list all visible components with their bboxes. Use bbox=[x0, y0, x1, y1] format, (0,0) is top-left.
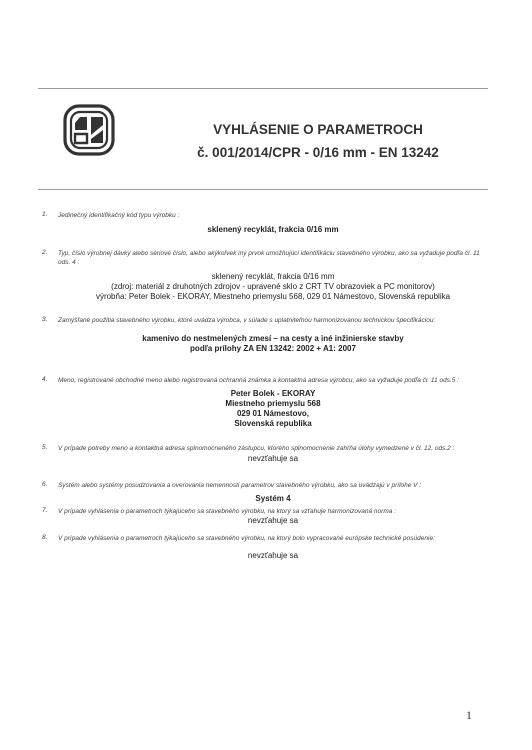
page-number: 1 bbox=[466, 708, 472, 722]
item-answer: podľa prílohy ZA EN 13242: 2002 + A1: 2007 bbox=[190, 344, 356, 353]
item-question: V prípade potreby meno a kontaktná adresa splnomocneného zástupcu, ktorého splnomocnenie zahŕňa úlohy vymedzené v čl. 12, ods.2 : bbox=[58, 445, 455, 452]
list-item bbox=[42, 316, 488, 354]
item-answer: kamenivo do nestmelených zmesí – na cesty a iné inžinierske stavby bbox=[142, 334, 404, 343]
item-answer: 029 01 Námestovo, bbox=[236, 409, 310, 418]
company-logo-icon bbox=[62, 103, 116, 157]
item-answer: výrobňa: Peter Bolek - EKORAY, Miestneho priemyslu 568, 029 01 Námestovo, Slovenská republika bbox=[95, 292, 451, 301]
item-question: Meno, registrované obchodné meno alebo registrovaná ochranná známka a kontaktná adresa výrobcu, ako sa vyžaduje podľa čl. 11 ods.5 : bbox=[58, 377, 459, 384]
header-box bbox=[38, 88, 488, 190]
item-question: Zamýšľané použitia stavebného výrobku, ktoré uvádza výrobca, v súlade s uplatniteľnou harmonizovanou technickou špecifikáciou: bbox=[58, 317, 436, 324]
list-item bbox=[42, 481, 488, 504]
list-item bbox=[42, 444, 488, 464]
item-answer: Systém 4 bbox=[255, 494, 291, 503]
item-answer: Miestneho priemyslu 568 bbox=[225, 399, 321, 408]
document-number: č. 001/2014/CPR - 0/16 mm - EN 13242 bbox=[197, 145, 439, 160]
item-answer: Slovenská republika bbox=[234, 419, 312, 428]
item-number: 7. bbox=[42, 507, 48, 514]
item-number: 6. bbox=[42, 481, 48, 488]
item-answer: nevzťahuje sa bbox=[247, 551, 299, 560]
item-answer: sklenený recyklát, frakcia 0/16 mm bbox=[207, 225, 339, 234]
list-item bbox=[42, 211, 488, 235]
item-question: Systém alebo systémy posudzovania a overovania nemennosti parametrov stavebného výrobku, ako sa uvádzajú v prílohe V : bbox=[58, 482, 422, 489]
item-number: 4. bbox=[42, 376, 48, 383]
list-item bbox=[42, 534, 488, 561]
item-number: 1. bbox=[42, 211, 48, 218]
list-item bbox=[42, 249, 488, 302]
document-title: VYHLÁSENIE O PARAMETROCH bbox=[213, 122, 423, 137]
item-question: V prípade vyhlásenia o parametroch týkajúceho sa stavebného výrobku, na ktorý sa vzťahuje harmonizovaná norma : bbox=[58, 508, 396, 515]
list-item bbox=[42, 507, 488, 526]
item-number: 8. bbox=[42, 534, 48, 541]
item-answer: nevzťahuje sa bbox=[247, 516, 299, 525]
item-answer: (zdroj: materiál z druhotných zdrojov - upravené sklo z CRT TV obrazoviek a PC monitorov) bbox=[111, 282, 435, 291]
item-question: Jedinečný identifikačný kód typu výrobku : bbox=[58, 212, 180, 219]
item-number: 2. bbox=[42, 249, 48, 256]
item-question: Typ, číslo výrobnej dávky alebo sériové číslo, alebo akýkoľvek iný prvok umožňujúci identifikáciu stavebného výrobku, ako sa vyžaduje podľa čl. 11 ods. 4 : bbox=[58, 250, 480, 266]
item-number: 5. bbox=[42, 444, 48, 451]
item-number: 3. bbox=[42, 316, 48, 323]
list-item bbox=[42, 376, 488, 429]
item-answer: Peter Bolek - EKORAY bbox=[230, 389, 316, 398]
item-answer: sklenený recyklát, frakcia 0/16 mm bbox=[211, 272, 335, 281]
item-answer: nevzťahuje sa bbox=[247, 454, 299, 463]
item-question: V prípade vyhlásenia o parametroch týkajúceho sa stavebného výrobku, na ktorý bolo vypracované európske technické posúdenie: bbox=[58, 535, 435, 542]
